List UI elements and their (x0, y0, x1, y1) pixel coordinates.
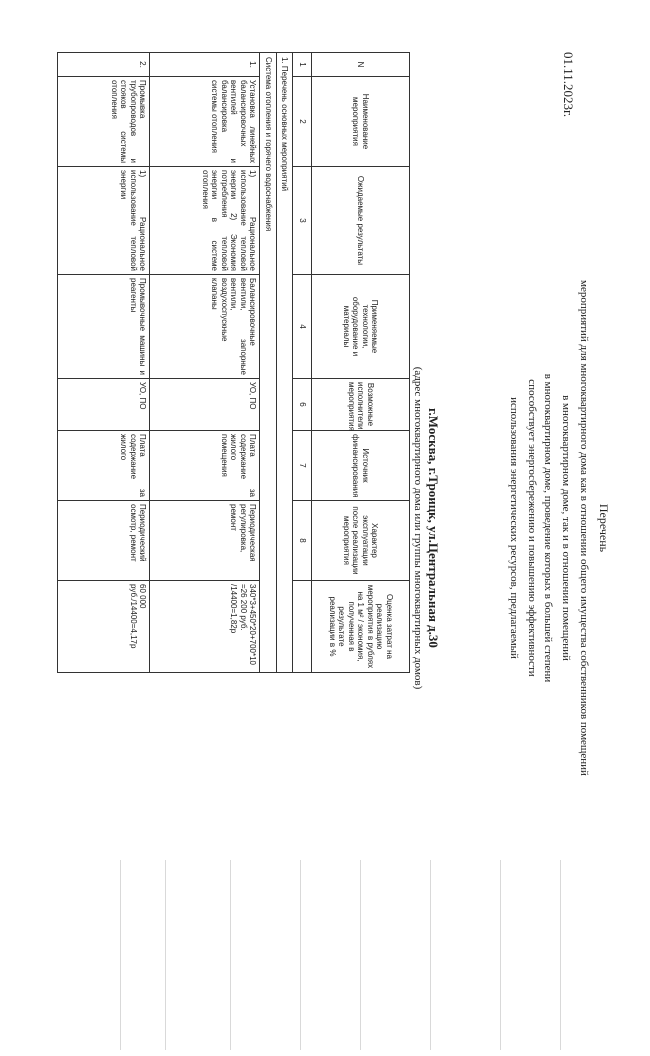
row-1-tech: Балансировочные вентили, запорные вентили, воздухоспускные клапаны (150, 275, 260, 379)
scan-mark (120, 860, 121, 1050)
doc-address-note: (адрес многоквартирного дома или группы многоквартирных домов) (412, 366, 424, 690)
colnum-1: 1 (293, 53, 312, 77)
row-1-n: 1. (150, 53, 260, 77)
scan-mark (360, 860, 361, 1050)
row-2-executor: УО, ПО (58, 379, 150, 431)
row-1-executor: УО, ПО (150, 379, 260, 431)
colnum-9 (293, 581, 312, 673)
column-number-row (293, 53, 312, 673)
header-name: Наименование мероприятия (312, 77, 410, 167)
header-n: N (312, 53, 410, 77)
doc-date: 01.11.2023г. (561, 52, 576, 118)
colnum-2: 2 (293, 77, 312, 167)
header-cost: Оценка затрат на реализацию мероприятия в рублях на 1 м² / экономия, полученная в результате реализации в % (312, 581, 410, 673)
colnum-6: 6 (293, 379, 312, 431)
colnum-3: 3 (293, 167, 312, 275)
doc-subtitle-line-1: мероприятий для многоквартирного дома как в отношении общего имущества собственников помещений (578, 280, 590, 776)
header-result: Ожидаемые результаты (312, 167, 410, 275)
scan-mark (165, 860, 166, 1050)
row-1-cost: 340*3+450*20+700*10 =26 200 руб. /14400=1,82р (150, 581, 260, 673)
row-2-result: 1) Рациональное использование тепловой энергии (58, 167, 150, 275)
header-executor: Возможные исполнители мероприятия (312, 379, 410, 431)
row-1-result: 1) Рациональное использование тепловой энергии 2) Экономия потребления тепловой энергии в системе отопления (150, 167, 260, 275)
row-2-name: Промывка трубопроводов и стояков системы отопления (58, 77, 150, 167)
section-heating-system: Система отопления и горячего водоснабжения (260, 53, 277, 673)
scan-mark (230, 860, 231, 1050)
scan-mark (500, 860, 501, 1050)
scan-mark (430, 860, 431, 1050)
row-2-operation: Периодический осмотр, ремонт (58, 501, 150, 581)
section-row-1 (277, 53, 294, 673)
table-header-row (312, 53, 410, 673)
doc-title: Перечень (597, 503, 611, 553)
doc-subtitle-line-5: использования энергетических ресурсов, предлагаемый (508, 397, 520, 659)
section-row-2 (260, 53, 277, 673)
doc-subtitle-line-4: способствует энергосбережению и повышению эффективности (526, 379, 538, 677)
header-operation: Характер эксплуатации после реализации мероприятия (312, 501, 410, 581)
measures-table (58, 52, 411, 673)
scan-mark (560, 860, 561, 1050)
colnum-7: 7 (293, 431, 312, 501)
header-source: Источник финансирования (312, 431, 410, 501)
header-tech: Применяемые технологии, оборудование и материалы (312, 275, 410, 379)
row-2-cost: 60 000 руб./14400=4,17р (58, 581, 150, 673)
doc-subtitle-line-3: в многоквартирном доме, проведение которых в большей степени (542, 373, 554, 683)
table-row (150, 53, 260, 673)
section-main-measures: 1. Перечень основных мероприятий (277, 53, 294, 673)
doc-subtitle-line-2: в многоквартирном доме, так и в отношении помещений (560, 395, 572, 661)
row-2-source: Плата за содержание жилого (58, 431, 150, 501)
colnum-8: 8 (293, 501, 312, 581)
table-row (58, 53, 150, 673)
colnum-4: 4 (293, 275, 312, 379)
row-2-tech: Промывочные машины и реагенты (58, 275, 150, 379)
row-1-name: Установка линейных балансировочных вентилей и балансировка системы отопления (150, 77, 260, 167)
row-1-operation: Периодическая регулировка, ремонт (150, 501, 260, 581)
row-2-n: 2. (58, 53, 150, 77)
scan-mark (300, 860, 301, 1050)
row-1-source: Плата за содержание жилого помещения (150, 431, 260, 501)
doc-address: г.Москва, г.Троицк, ул.Центральная д.30 (426, 408, 441, 648)
